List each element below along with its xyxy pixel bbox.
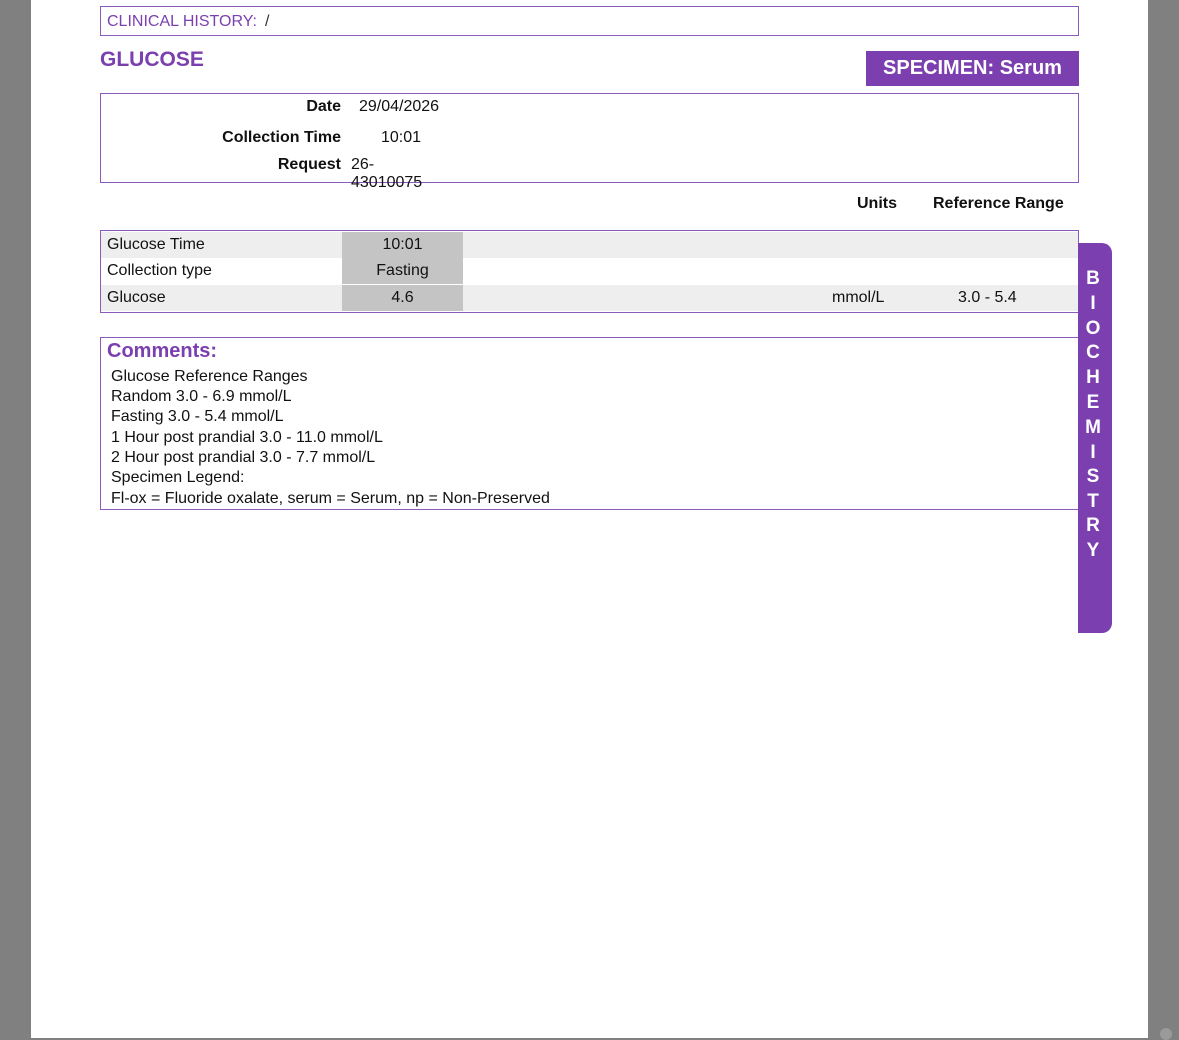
side-tab-letter: H	[1086, 367, 1100, 388]
comment-line: Glucose Reference Ranges	[111, 368, 308, 385]
comments-title: Comments:	[107, 340, 218, 362]
specimen-badge: SPECIMEN: Serum	[866, 51, 1079, 86]
table-row	[101, 258, 1078, 284]
table-row	[101, 232, 1078, 258]
side-tab-letter: I	[1090, 293, 1096, 314]
comment-line: Fasting 3.0 - 5.4 mmol/L	[111, 408, 284, 425]
comment-line: Random 3.0 - 6.9 mmol/L	[111, 388, 292, 405]
clinical-history-box	[100, 6, 1079, 36]
side-tab-letter: Y	[1086, 540, 1100, 561]
comments-box	[100, 337, 1079, 510]
result-name: Glucose Time	[107, 236, 205, 253]
comment-line: Fl-ox = Fluoride oxalate, serum = Serum, np = Non-Preserved	[111, 490, 550, 507]
results-table	[100, 230, 1079, 313]
result-name: Collection type	[107, 262, 212, 279]
side-tab-letter: S	[1086, 466, 1100, 487]
collection-time-label: Collection Time	[222, 129, 341, 146]
request-info-box	[100, 93, 1079, 191]
side-tab-letter: O	[1085, 318, 1101, 339]
result-value: Fasting	[342, 258, 463, 284]
comment-line: 1 Hour post prandial 3.0 - 11.0 mmol/L	[111, 429, 383, 446]
result-value: 10:01	[342, 232, 463, 258]
table-row	[101, 285, 1078, 311]
comment-line: Specimen Legend:	[111, 469, 245, 486]
side-tab-letter: T	[1087, 491, 1099, 512]
test-title: GLUCOSE	[100, 48, 204, 71]
result-value: 4.6	[342, 285, 463, 311]
result-range: 3.0 - 5.4	[958, 289, 1017, 306]
side-tab-letter: I	[1090, 442, 1096, 463]
side-tab-letter: C	[1086, 342, 1100, 363]
date-value: 29/04/2026	[359, 98, 440, 115]
side-tab-letter: E	[1086, 392, 1100, 413]
result-name: Glucose	[107, 289, 166, 306]
report-page	[31, 0, 1148, 1038]
request-label: Request	[277, 156, 341, 173]
result-units: mmol/L	[832, 289, 885, 306]
side-tab-letter: M	[1085, 417, 1101, 438]
comment-line: 2 Hour post prandial 3.0 - 7.7 mmol/L	[111, 449, 376, 466]
side-tab-letter: B	[1086, 268, 1100, 289]
biochemistry-side-tab[interactable]	[1078, 243, 1112, 633]
date-label: Date	[306, 98, 341, 115]
units-column-header: Units	[857, 195, 897, 212]
scroll-indicator[interactable]	[1160, 1028, 1172, 1040]
clinical-history-label: CLINICAL HISTORY:	[107, 13, 257, 30]
side-tab-letter: R	[1086, 515, 1100, 536]
reference-range-column-header: Reference Range	[933, 195, 1064, 212]
collection-time-value: 10:01	[381, 129, 422, 146]
request-value: 26-43010075	[351, 156, 423, 191]
clinical-history-value: /	[264, 13, 270, 30]
